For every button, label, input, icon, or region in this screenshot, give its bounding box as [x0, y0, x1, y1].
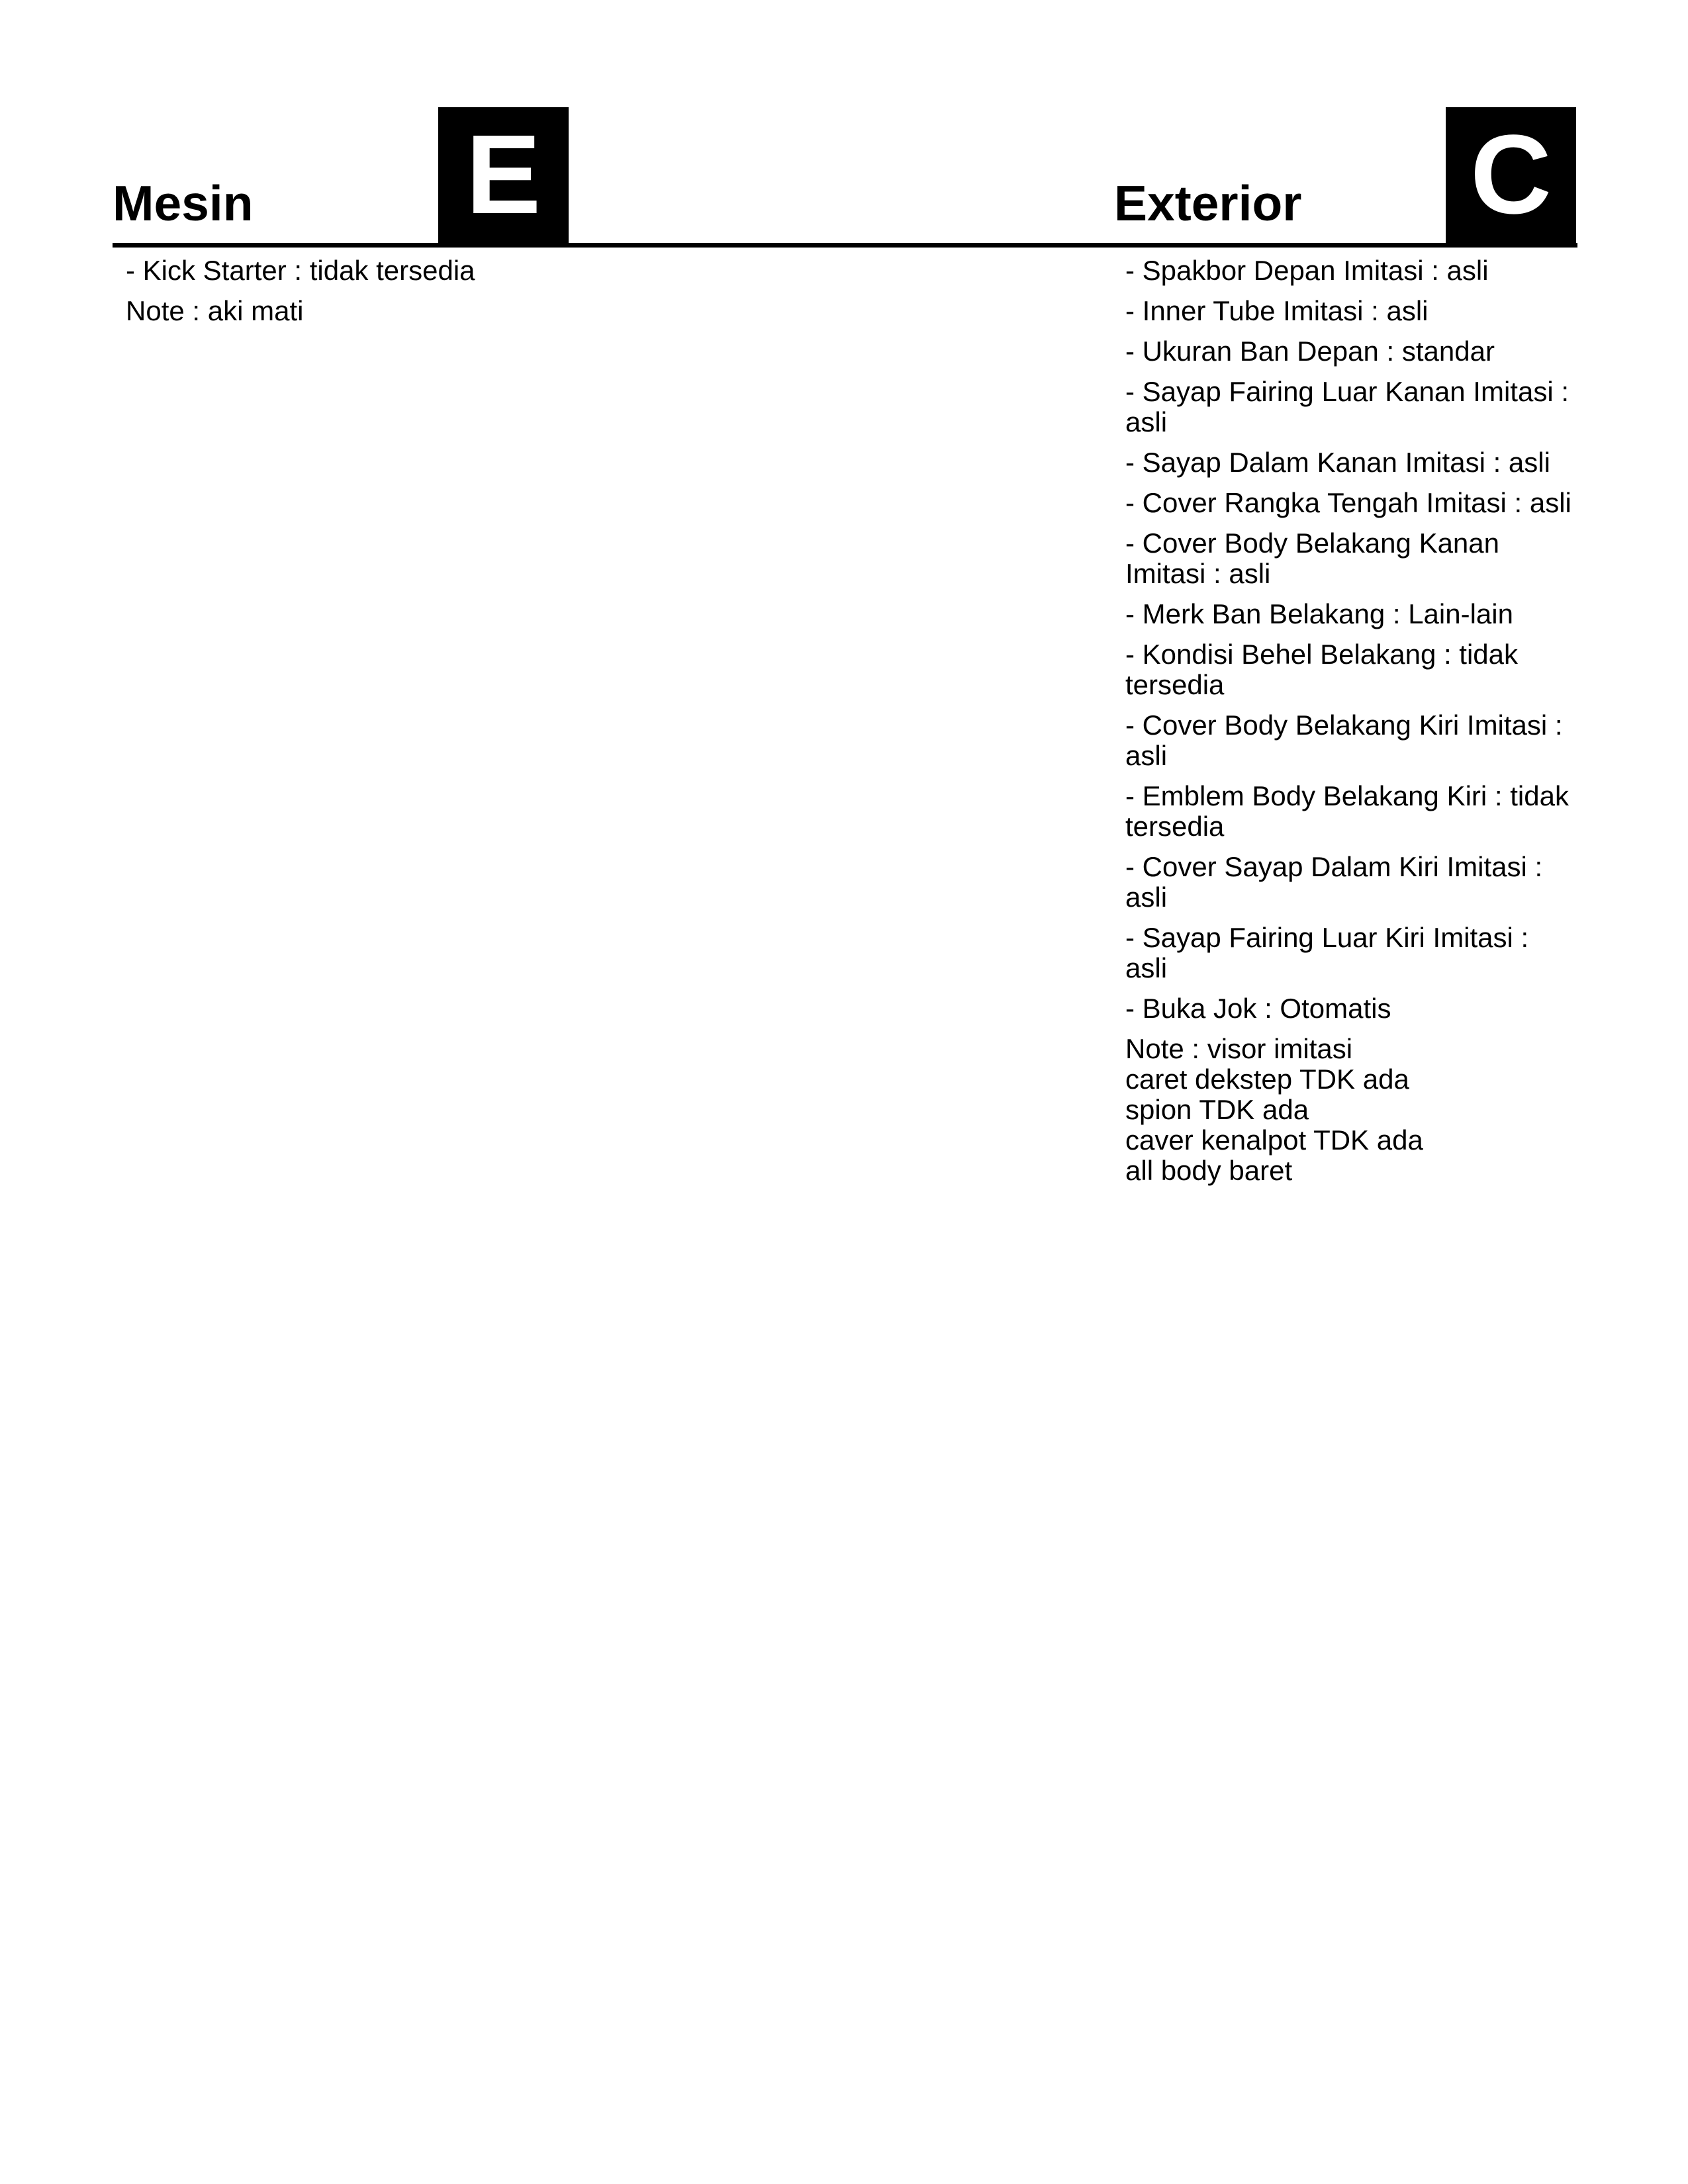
list-item: - Inner Tube Imitasi : asli — [1125, 295, 1429, 326]
grade-badge-mesin: E — [438, 107, 569, 243]
section-title-exterior: Exterior — [1114, 175, 1302, 231]
note-text: Note : visor imitasi caret dekstep TDK ada spion TDK ada caver kenalpot TDK ada all body baret — [1125, 1033, 1423, 1186]
list-item: - Spakbor Depan Imitasi : asli — [1125, 255, 1489, 286]
list-item: - Sayap Fairing Luar Kanan Imitasi : asli — [1125, 376, 1569, 437]
grade-badge-exterior: C — [1446, 107, 1576, 243]
item-list-mesin — [126, 255, 854, 336]
list-item: - Kondisi Behel Belakang : tidak tersedia — [1125, 639, 1519, 700]
item-list-exterior — [1125, 255, 1575, 1196]
list-item: - Sayap Fairing Luar Kiri Imitasi : asli — [1125, 922, 1529, 983]
list-item: - Cover Body Belakang Kiri Imitasi : asli — [1125, 709, 1563, 771]
note-text: Note : aki mati — [126, 295, 304, 326]
list-item: - Sayap Dalam Kanan Imitasi : asli — [1125, 447, 1550, 478]
section-title-mesin: Mesin — [113, 175, 254, 231]
list-item: - Cover Sayap Dalam Kiri Imitasi : asli — [1125, 851, 1543, 913]
header-divider — [113, 243, 1577, 248]
list-item: - Merk Ban Belakang : Lain-lain — [1125, 598, 1513, 629]
list-item: - Emblem Body Belakang Kiri : tidak tersedia — [1125, 780, 1569, 842]
list-item: - Kick Starter : tidak tersedia — [126, 255, 475, 286]
list-item: - Buka Jok : Otomatis — [1125, 993, 1391, 1024]
list-item: - Cover Body Belakang Kanan Imitasi : asli — [1125, 527, 1500, 589]
list-item: - Cover Rangka Tengah Imitasi : asli — [1125, 487, 1571, 518]
list-item: - Ukuran Ban Depan : standar — [1125, 336, 1495, 367]
